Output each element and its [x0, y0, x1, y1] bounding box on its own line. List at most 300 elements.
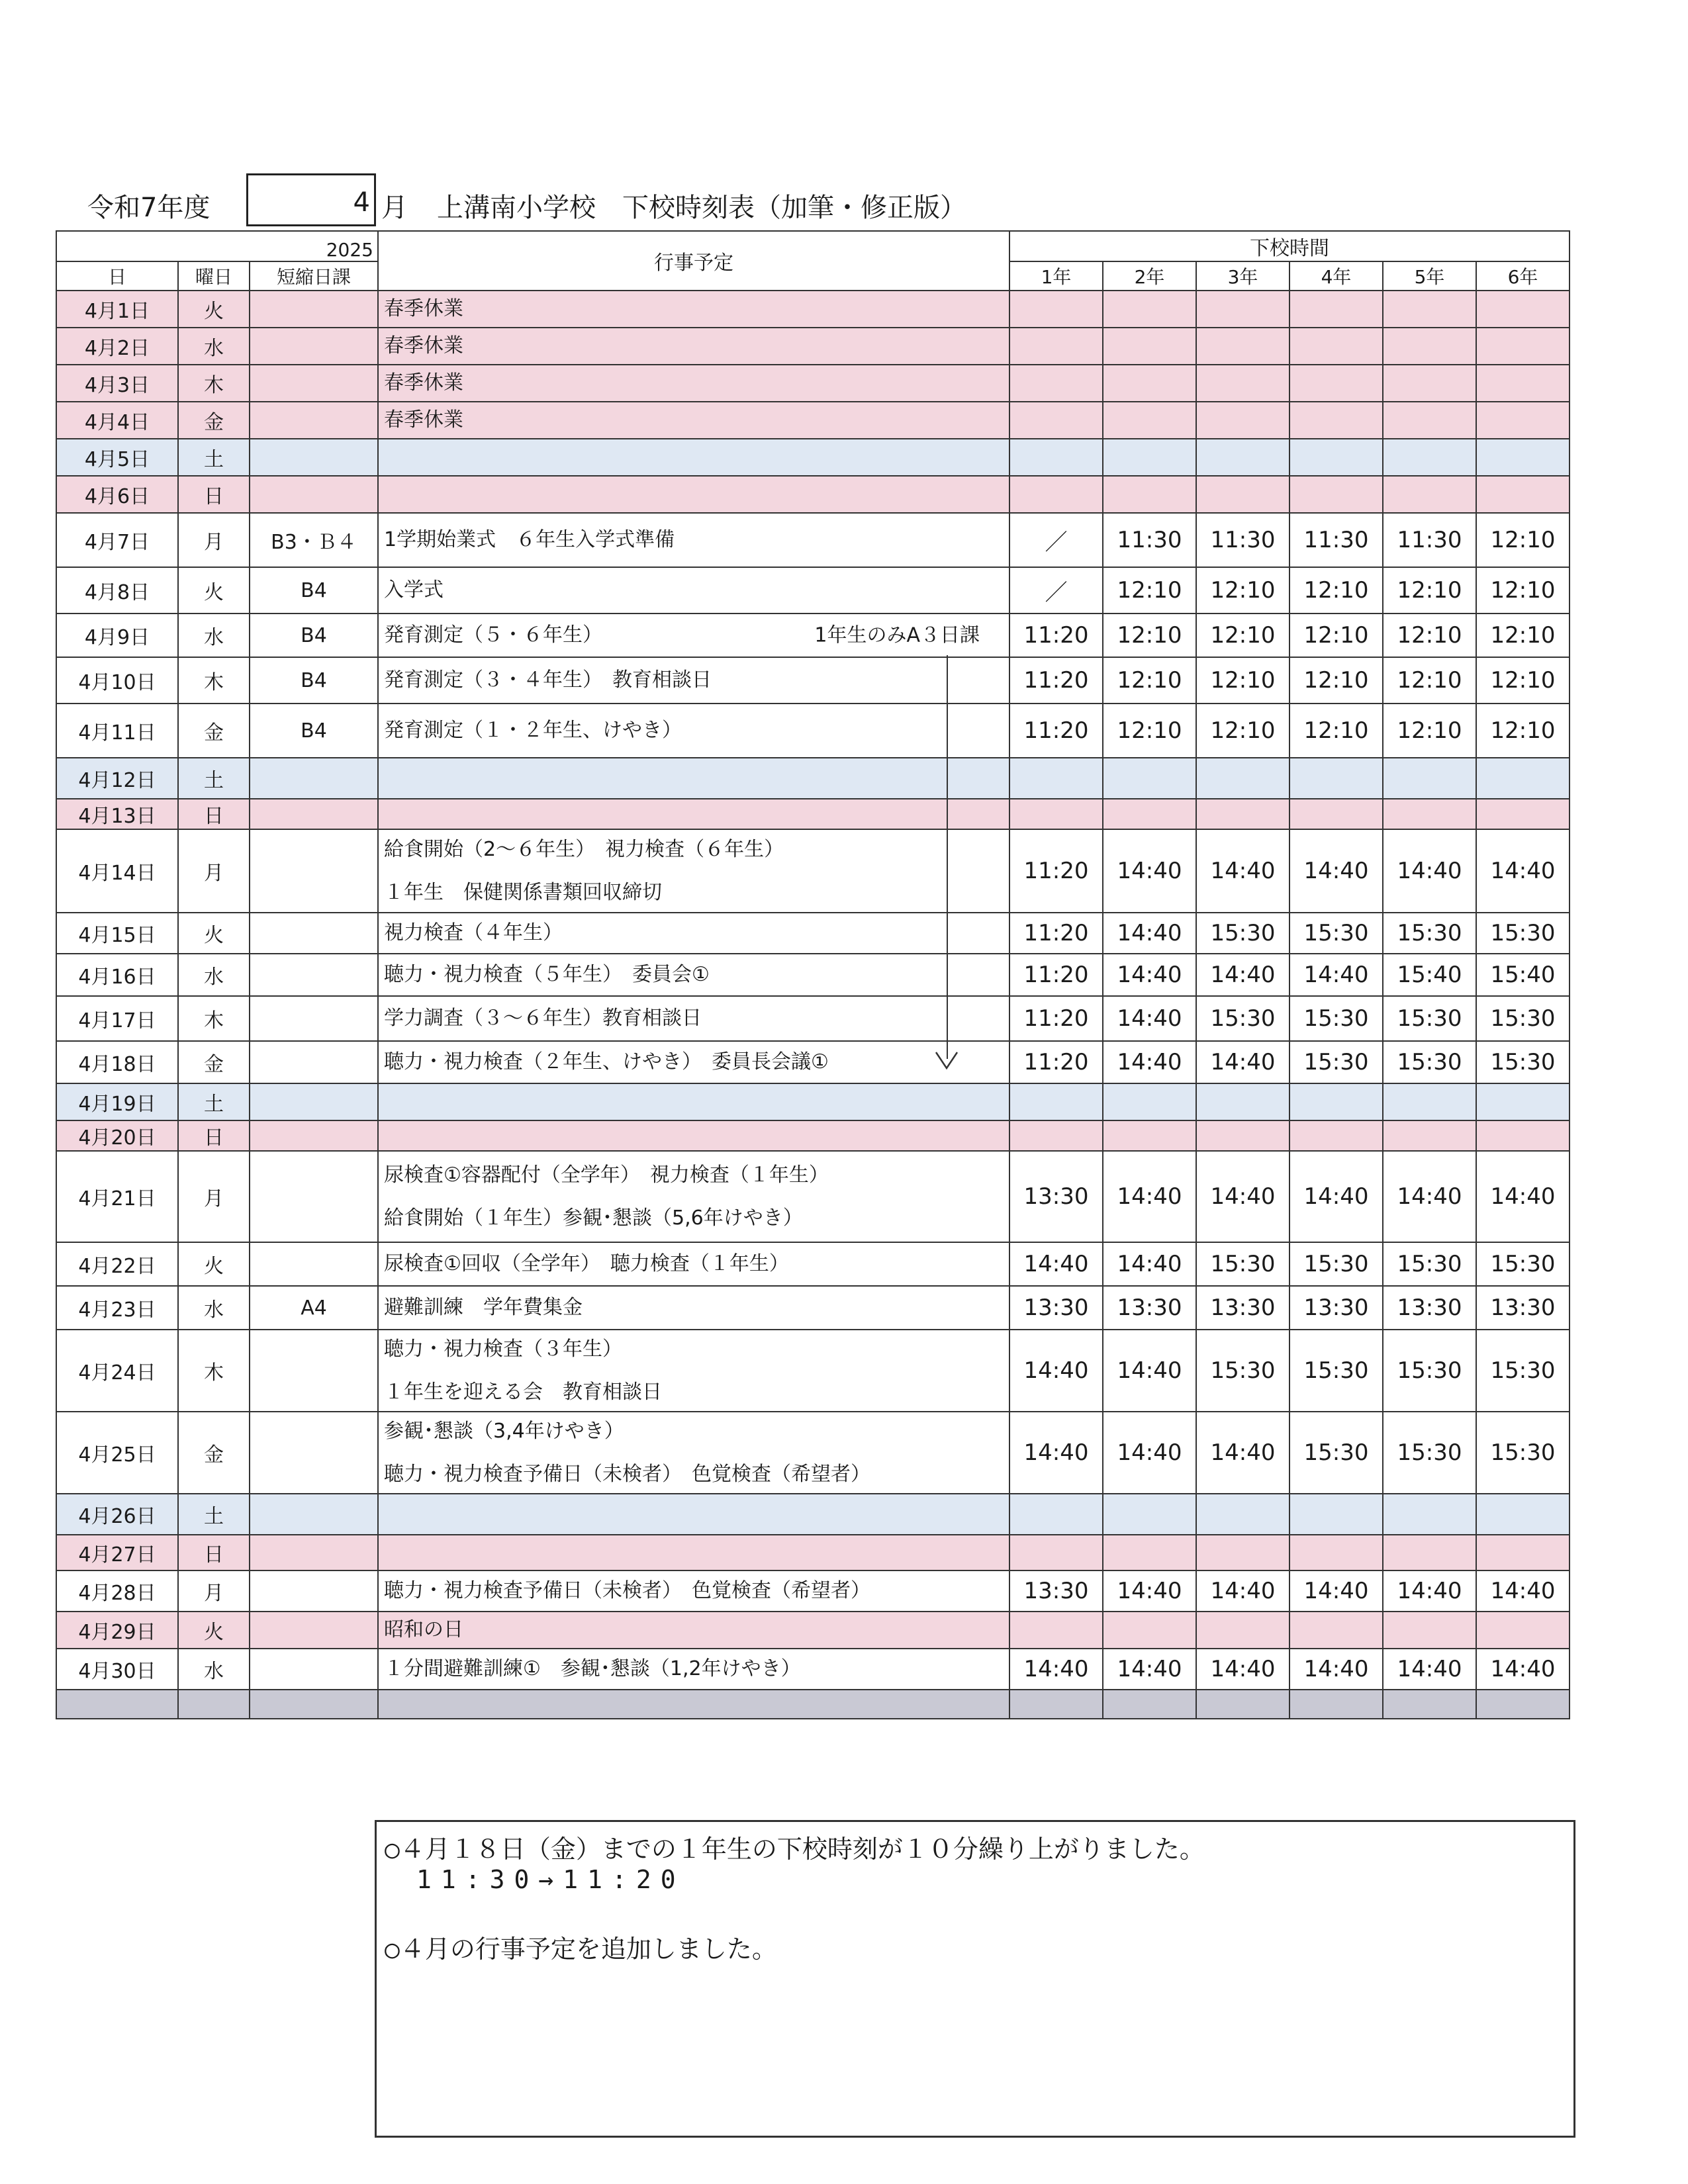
dismissal-time-cell [1476, 1535, 1570, 1570]
event-text: 発育測定（５・６年生） [384, 623, 602, 647]
dismissal-time-cell: 14:40 [1383, 1649, 1476, 1690]
dismissal-time-cell [1009, 476, 1103, 513]
dismissal-time-cell: 11:20 [1009, 996, 1103, 1041]
short-schedule-cell [250, 1041, 378, 1083]
schedule-row [56, 1494, 1570, 1535]
dismissal-time-cell: 14:40 [1196, 829, 1289, 913]
dismissal-time-cell: 12:10 [1476, 567, 1570, 614]
weekday-cell: 日 [178, 476, 250, 513]
dismissal-time-cell: 12:10 [1289, 657, 1383, 704]
dismissal-time-cell: 14:40 [1383, 1570, 1476, 1612]
dismissal-time-cell: 11:20 [1009, 704, 1103, 758]
grade-header: 2年 [1103, 261, 1196, 291]
date-cell: 4月10日 [56, 657, 178, 704]
dismissal-time-cell: 14:40 [1476, 1649, 1570, 1690]
dismissal-time-cell: 14:40 [1103, 829, 1196, 913]
date-cell: 4月2日 [56, 328, 178, 365]
event-text: １分間避難訓練① 参観･懇談（1,2年けやき） [384, 1657, 801, 1681]
dismissal-time-cell: 15:30 [1196, 1330, 1289, 1412]
schedule-row [56, 1041, 1570, 1083]
dismissal-time-cell: 15:30 [1383, 1041, 1476, 1083]
dismissal-time-cell: 15:30 [1383, 913, 1476, 954]
dismissal-time-cell [1196, 1494, 1289, 1535]
month-number: 4 [353, 187, 370, 218]
dismissal-time-cell: 12:10 [1103, 614, 1196, 657]
date-cell: 4月18日 [56, 1041, 178, 1083]
dismissal-time-cell [1476, 328, 1570, 365]
dismissal-time-cell: 14:40 [1103, 1570, 1196, 1612]
dismissal-time-cell [1103, 1120, 1196, 1151]
dismissal-time-cell: 14:40 [1103, 954, 1196, 996]
schedule-row [56, 1151, 1570, 1242]
dismissal-time-cell [1383, 1535, 1476, 1570]
grade-header: 5年 [1383, 261, 1476, 291]
schedule-row [56, 954, 1570, 996]
schedule-row [56, 476, 1570, 513]
fiscal-year: 令和7年度 [87, 193, 211, 223]
footer-cell [1476, 1690, 1570, 1719]
dismissal-time-cell: 11:20 [1009, 913, 1103, 954]
dismissal-time-cell: 15:30 [1289, 1041, 1383, 1083]
weekday-cell: 火 [178, 1242, 250, 1286]
dismissal-time-cell: 12:10 [1476, 614, 1570, 657]
schedule-row [56, 513, 1570, 567]
date-cell: 4月7日 [56, 513, 178, 567]
dismissal-time-cell [1196, 328, 1289, 365]
dismissal-time-cell: 12:10 [1289, 704, 1383, 758]
schedule-row [56, 829, 1570, 913]
event-text: 視力検査（４年生） [384, 921, 563, 945]
dismissal-time-cell: 15:30 [1289, 1242, 1383, 1286]
grade-header: 4年 [1289, 261, 1383, 291]
schedule-row [56, 1570, 1570, 1612]
dismissal-time-cell [1476, 402, 1570, 439]
dismissal-time-cell: 13:30 [1009, 1151, 1103, 1242]
dismissal-time-cell [1289, 476, 1383, 513]
dismissal-time-cell [1009, 1535, 1103, 1570]
dismissal-time-cell: 15:30 [1476, 1330, 1570, 1412]
event-text: 1学期始業式 ６年生入学式準備 [384, 528, 675, 552]
event-text: 春季休業 [384, 408, 463, 432]
date-cell: 4月11日 [56, 704, 178, 758]
dismissal-time-cell: 14:40 [1476, 1151, 1570, 1242]
dismissal-time-cell: 11:30 [1196, 513, 1289, 567]
dismissal-time-cell: 14:40 [1383, 1151, 1476, 1242]
short-schedule-cell [250, 1083, 378, 1120]
events-cell [378, 567, 1009, 614]
dismissal-time-cell: 15:30 [1476, 996, 1570, 1041]
footer-cell [56, 1690, 178, 1719]
dismissal-time-cell [1289, 402, 1383, 439]
dismissal-time-cell: 15:30 [1383, 1242, 1476, 1286]
dismissal-time-cell: 12:10 [1196, 567, 1289, 614]
event-text: 春季休業 [384, 334, 463, 358]
short-schedule-cell [250, 1151, 378, 1242]
date-cell: 4月5日 [56, 439, 178, 476]
short-schedule-cell [250, 1412, 378, 1494]
date-cell: 4月21日 [56, 1151, 178, 1242]
dismissal-time-cell [1103, 1494, 1196, 1535]
dismissal-time-cell: 15:30 [1289, 1330, 1383, 1412]
date-cell: 4月16日 [56, 954, 178, 996]
dismissal-time-cell: 15:30 [1383, 1330, 1476, 1412]
dismissal-time-cell: 13:30 [1476, 1286, 1570, 1330]
dismissal-time-cell [1103, 1612, 1196, 1649]
dismissal-time-cell: 14:40 [1289, 954, 1383, 996]
event-text: 聴力・視力検査予備日（未検者） 色覚検査（希望者） [384, 1463, 870, 1486]
dismissal-time-cell: 11:30 [1383, 513, 1476, 567]
dismissal-time-cell: 14:40 [1103, 913, 1196, 954]
dismissal-time-cell [1383, 328, 1476, 365]
dismissal-time-cell [1196, 1120, 1289, 1151]
short-schedule-cell [250, 328, 378, 365]
dismissal-time-cell [1476, 1083, 1570, 1120]
grade-header: 6年 [1476, 261, 1570, 291]
dismissal-time-cell: 15:40 [1383, 954, 1476, 996]
schedule-row [56, 704, 1570, 758]
dismissal-time-cell [1196, 1083, 1289, 1120]
dismissal-time-cell [1009, 1494, 1103, 1535]
date-cell: 4月23日 [56, 1286, 178, 1330]
dismissal-time-cell: 15:30 [1289, 913, 1383, 954]
event-text: 避難訓練 学年費集金 [384, 1296, 583, 1320]
short-schedule-cell [250, 799, 378, 829]
dismissal-time-cell: 14:40 [1196, 1151, 1289, 1242]
schedule-body [56, 291, 1570, 1719]
schedule-row [56, 1330, 1570, 1412]
short-schedule-cell [250, 291, 378, 328]
dismissal-time-cell: 15:30 [1289, 1412, 1383, 1494]
weekday-cell: 水 [178, 328, 250, 365]
dismissal-time-cell: 13:30 [1103, 1286, 1196, 1330]
dismissal-time-cell: 12:10 [1289, 614, 1383, 657]
events-cell [378, 1649, 1009, 1690]
date-cell: 4月9日 [56, 614, 178, 657]
events-cell [378, 657, 1009, 704]
dismissal-time-cell: 15:30 [1289, 996, 1383, 1041]
dismissal-time-cell [1103, 439, 1196, 476]
events-cell [378, 1242, 1009, 1286]
schedule-row [56, 1535, 1570, 1570]
dismissal-time-cell [1476, 758, 1570, 799]
events-cell [378, 1535, 1009, 1570]
events-cell [378, 829, 1009, 913]
short-schedule-cell [250, 476, 378, 513]
dismissal-time-cell [1103, 402, 1196, 439]
short-schedule-cell [250, 1612, 378, 1649]
weekday-cell: 日 [178, 1120, 250, 1151]
dismissal-time-cell [1103, 328, 1196, 365]
dismissal-time-cell [1196, 365, 1289, 402]
dismissal-time-cell [1009, 1612, 1103, 1649]
weekday-cell: 日 [178, 1535, 250, 1570]
dismissal-time-cell [1383, 758, 1476, 799]
dismissal-time-cell: 13:30 [1196, 1286, 1289, 1330]
events-cell [378, 1083, 1009, 1120]
dismissal-time-cell [1196, 1612, 1289, 1649]
dismissal-time-cell: 12:10 [1103, 567, 1196, 614]
dismissal-time-cell [1103, 758, 1196, 799]
short-schedule-cell [250, 1120, 378, 1151]
short-schedule-cell [250, 829, 378, 913]
events-cell [378, 1120, 1009, 1151]
event-text: 聴力・視力検査（５年生） 委員会① [384, 963, 710, 987]
dismissal-time-cell [1289, 291, 1383, 328]
dismissal-time-cell [1476, 476, 1570, 513]
note-line: ○４月の行事予定を追加しました。 [385, 1934, 777, 1964]
footer-cell [250, 1690, 378, 1719]
dismissal-time-cell [1383, 365, 1476, 402]
date-cell: 4月8日 [56, 567, 178, 614]
dismissal-time-cell: 12:10 [1476, 657, 1570, 704]
events-cell [378, 913, 1009, 954]
events-cell [378, 1412, 1009, 1494]
dismissal-time-cell: 14:40 [1476, 1570, 1570, 1612]
dismissal-time-cell: 11:20 [1009, 1041, 1103, 1083]
header-row-1 [56, 231, 1570, 261]
dismissal-time-cell [1103, 1535, 1196, 1570]
page-title: 上溝南小学校 下校時刻表（加筆・修正版） [437, 193, 966, 223]
events-cell [378, 328, 1009, 365]
dismissal-time-cell: 14:40 [1009, 1242, 1103, 1286]
events-cell [378, 365, 1009, 402]
dismissal-time-cell: 12:10 [1383, 704, 1476, 758]
dismissal-time-cell: 14:40 [1103, 996, 1196, 1041]
events-cell [378, 439, 1009, 476]
dismissal-time-cell: 11:20 [1009, 614, 1103, 657]
dismissal-time-cell [1289, 1494, 1383, 1535]
dismissal-time-cell [1289, 799, 1383, 829]
dismissal-time-cell [1476, 799, 1570, 829]
events-cell [378, 476, 1009, 513]
short-schedule-cell [250, 1649, 378, 1690]
schedule-row [56, 1612, 1570, 1649]
weekday-cell: 日 [178, 799, 250, 829]
dismissal-time-cell [1009, 402, 1103, 439]
dismissal-time-cell: 11:20 [1009, 829, 1103, 913]
events-cell [378, 513, 1009, 567]
title-row [53, 173, 1575, 226]
short-schedule-cell: A4 [250, 1286, 378, 1330]
schedule-row [56, 1649, 1570, 1690]
dismissal-time-cell: 14:40 [1289, 1151, 1383, 1242]
dismissal-time-cell: 15:30 [1476, 1041, 1570, 1083]
dismissal-time-cell: 12:10 [1103, 704, 1196, 758]
schedule-row [56, 1412, 1570, 1494]
dismissal-time-cell: ／ [1009, 567, 1103, 614]
short-schedule-cell [250, 439, 378, 476]
schedule-row [56, 657, 1570, 704]
dismissal-time-cell: 14:40 [1196, 1412, 1289, 1494]
event-text: 給食開始（１年生）参観･懇談（5,6年けやき） [384, 1206, 803, 1230]
dismissal-time-cell [1103, 365, 1196, 402]
dismissal-time-cell: 14:40 [1476, 829, 1570, 913]
schedule-row [56, 996, 1570, 1041]
dismissal-time-cell [1009, 365, 1103, 402]
dismissal-time-cell: 12:10 [1383, 614, 1476, 657]
day-header: 日 [56, 261, 178, 291]
weekday-cell: 火 [178, 1612, 250, 1649]
date-cell: 4月4日 [56, 402, 178, 439]
short-schedule-cell: B4 [250, 614, 378, 657]
short-schedule-cell [250, 365, 378, 402]
dismissal-time-cell: 14:40 [1289, 1649, 1383, 1690]
dismissal-time-cell: 14:40 [1103, 1649, 1196, 1690]
dismissal-time-cell [1196, 1535, 1289, 1570]
weekday-cell: 月 [178, 513, 250, 567]
schedule-row [56, 439, 1570, 476]
event-text: 入学式 [384, 578, 444, 602]
dismissal-time-cell: 14:40 [1196, 954, 1289, 996]
weekday-cell: 月 [178, 1570, 250, 1612]
short-schedule-cell [250, 913, 378, 954]
weekday-cell: 金 [178, 402, 250, 439]
short-schedule-cell [250, 1535, 378, 1570]
month-box [246, 173, 376, 226]
schedule-row [56, 1242, 1570, 1286]
dismissal-time-cell: 14:40 [1103, 1151, 1196, 1242]
short-schedule-cell [250, 758, 378, 799]
dismissal-time-cell: 13:30 [1289, 1286, 1383, 1330]
arrow-down-icon [935, 1048, 959, 1072]
short-schedule-cell: B4 [250, 567, 378, 614]
dismissal-time-cell: 12:10 [1196, 704, 1289, 758]
events-cell [378, 402, 1009, 439]
dismissal-time-cell: 15:30 [1383, 1412, 1476, 1494]
events-cell [378, 799, 1009, 829]
dismissal-time-cell: 15:30 [1196, 913, 1289, 954]
events-cell [378, 954, 1009, 996]
dismissal-time-cell: 12:10 [1103, 657, 1196, 704]
dismissal-time-cell: 14:40 [1383, 829, 1476, 913]
weekday-cell: 土 [178, 439, 250, 476]
event-text: 尿検査①容器配付（全学年） 視力検査（１年生） [384, 1163, 829, 1187]
weekday-cell: 水 [178, 614, 250, 657]
year-label: 2025 [56, 231, 378, 261]
date-cell: 4月29日 [56, 1612, 178, 1649]
short-schedule-cell: B4 [250, 704, 378, 758]
date-cell: 4月17日 [56, 996, 178, 1041]
dismissal-time-cell [1476, 291, 1570, 328]
dismissal-time-cell [1383, 1120, 1476, 1151]
weekday-cell: 木 [178, 365, 250, 402]
dismissal-time-cell: 12:10 [1476, 704, 1570, 758]
events-cell [378, 1570, 1009, 1612]
weekday-cell: 土 [178, 1083, 250, 1120]
weekday-cell: 水 [178, 1649, 250, 1690]
events-cell [378, 614, 1009, 657]
event-text: 給食開始（2〜６年生） 視力検査（６年生） [384, 837, 784, 861]
dismissal-time-cell [1383, 291, 1476, 328]
dismissal-time-cell [1196, 402, 1289, 439]
note-line: ○４月１８日（金）までの１年生の下校時刻が１０分繰り上がりました。 [385, 1835, 1205, 1864]
dismissal-schedule-table [56, 230, 1570, 1719]
weekday-cell: 水 [178, 954, 250, 996]
dismissal-time-cell: 12:10 [1383, 657, 1476, 704]
short-schedule-header: 短縮日課 [250, 261, 378, 291]
dismissal-time-cell [1383, 1612, 1476, 1649]
dismissal-time-cell: ／ [1009, 513, 1103, 567]
short-schedule-cell: B4 [250, 657, 378, 704]
dismissal-time-cell: 15:30 [1196, 996, 1289, 1041]
footer-cell [1383, 1690, 1476, 1719]
weekday-cell: 土 [178, 1494, 250, 1535]
dismissal-time-cell [1383, 439, 1476, 476]
dismissal-time-cell: 15:30 [1383, 996, 1476, 1041]
date-cell: 4月13日 [56, 799, 178, 829]
date-cell: 4月1日 [56, 291, 178, 328]
short-schedule-cell [250, 1570, 378, 1612]
weekday-cell: 木 [178, 996, 250, 1041]
dismissal-time-cell [1196, 758, 1289, 799]
dismissal-time-cell [1103, 291, 1196, 328]
dismissal-time-cell [1196, 439, 1289, 476]
date-cell: 4月24日 [56, 1330, 178, 1412]
events-cell [378, 1612, 1009, 1649]
dismissal-time-cell: 14:40 [1103, 1330, 1196, 1412]
events-cell [378, 1286, 1009, 1330]
dismissal-time-cell [1103, 1083, 1196, 1120]
schedule-row [56, 291, 1570, 328]
date-cell: 4月30日 [56, 1649, 178, 1690]
date-cell: 4月22日 [56, 1242, 178, 1286]
dismissal-time-cell [1009, 439, 1103, 476]
short-schedule-cell [250, 1242, 378, 1286]
event-text: 学力調査（３〜６年生）教育相談日 [384, 1007, 702, 1030]
date-cell: 4月26日 [56, 1494, 178, 1535]
events-cell [378, 1151, 1009, 1242]
dismissal-time-cell [1289, 1612, 1383, 1649]
footer-cell [1009, 1690, 1103, 1719]
dismissal-time-cell [1289, 439, 1383, 476]
weekday-cell: 木 [178, 1330, 250, 1412]
dismissal-time-cell [1196, 476, 1289, 513]
dismissal-time-cell [1289, 328, 1383, 365]
footer-cell [378, 1690, 1009, 1719]
events-header: 行事予定 [378, 231, 1009, 291]
dismissal-time-cell: 13:30 [1009, 1570, 1103, 1612]
footer-cell [1196, 1690, 1289, 1719]
dismissal-time-cell: 14:40 [1289, 829, 1383, 913]
dismissal-time-cell [1383, 1494, 1476, 1535]
short-schedule-cell: B3・Ｂ４ [250, 513, 378, 567]
dismissal-time-cell: 14:40 [1103, 1041, 1196, 1083]
dismissal-time-cell: 15:40 [1476, 954, 1570, 996]
weekday-cell: 水 [178, 1286, 250, 1330]
dismissal-time-cell [1009, 328, 1103, 365]
dismissal-time-cell [1009, 758, 1103, 799]
weekday-cell: 火 [178, 567, 250, 614]
schedule-row [56, 913, 1570, 954]
dismissal-time-cell: 13:30 [1383, 1286, 1476, 1330]
events-cell [378, 1494, 1009, 1535]
event-note: 1年生のみA３日課 [814, 623, 980, 647]
weekday-cell: 金 [178, 1041, 250, 1083]
dismissal-time-cell [1476, 365, 1570, 402]
short-schedule-cell [250, 954, 378, 996]
weekday-header: 曜日 [178, 261, 250, 291]
dismissal-time-cell: 11:20 [1009, 954, 1103, 996]
dismissal-time-cell: 14:40 [1196, 1570, 1289, 1612]
date-cell: 4月19日 [56, 1083, 178, 1120]
dismissal-time-cell [1103, 799, 1196, 829]
dismissal-time-cell [1196, 291, 1289, 328]
weekday-cell: 月 [178, 1151, 250, 1242]
dismissal-time-cell: 11:30 [1103, 513, 1196, 567]
dismissal-time-cell [1009, 799, 1103, 829]
dismissal-time-cell: 12:10 [1289, 567, 1383, 614]
dismissal-time-cell: 14:40 [1009, 1330, 1103, 1412]
